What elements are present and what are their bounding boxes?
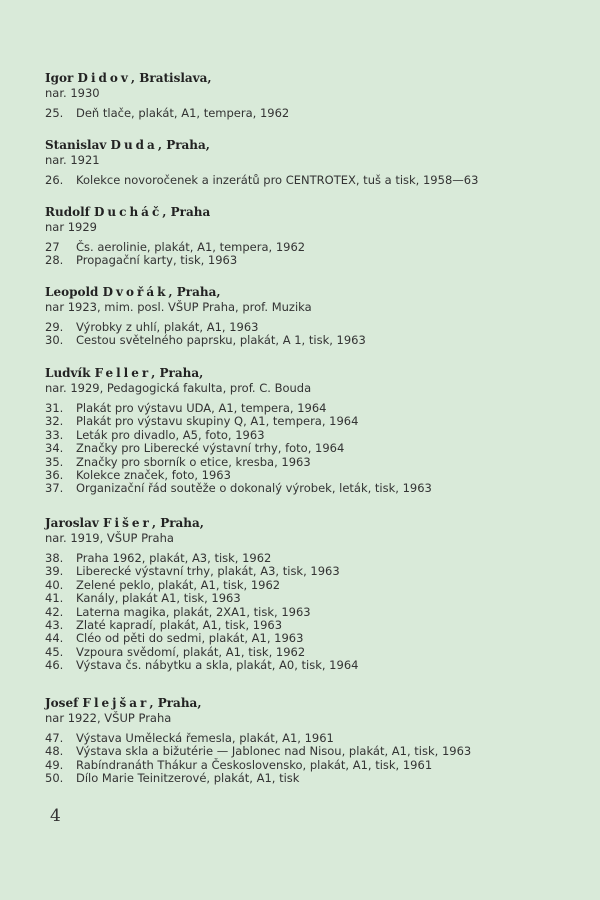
work-item: [45, 632, 565, 645]
work-number: 33.: [45, 427, 64, 442]
work-number: 39.: [45, 564, 64, 579]
work-title: Plakát pro výstavu UDA, A1, tempera, 1964: [76, 401, 327, 415]
artist-surname: Feller: [94, 366, 152, 380]
artist-birth-info: nar. 1930: [45, 86, 100, 100]
work-item: [45, 321, 565, 334]
artist-heading: Jaroslav Fišer, Praha,: [45, 516, 204, 530]
work-item: [45, 759, 565, 772]
artist-entry: [45, 516, 565, 673]
artist-heading: Rudolf Ducháč, Praha: [45, 205, 211, 219]
artist-entry: [45, 138, 565, 187]
artist-city: Praha,: [157, 696, 202, 710]
work-number: 26.: [45, 173, 64, 187]
work-title: Praha 1962, plakát, A3, tisk, 1962: [76, 551, 272, 565]
work-number: 29.: [45, 320, 64, 334]
artist-first-name: Igor: [45, 71, 74, 85]
work-number: 45.: [45, 644, 64, 659]
work-item: [45, 334, 565, 347]
artist-birth-info: nar. 1921: [45, 153, 100, 167]
work-number: 41.: [45, 591, 64, 606]
work-title: Vzpoura svědomí, plakát, A1, tisk, 1962: [76, 644, 306, 659]
work-number: 38.: [45, 551, 64, 565]
works-list: [45, 732, 565, 786]
work-title: Plakát pro výstavu skupiny Q, A1, tempera, 1964: [76, 414, 359, 429]
works-list: [45, 321, 565, 348]
artist-birth-info: nar 1922, VŠUP Praha: [45, 711, 172, 725]
works-list: [45, 402, 565, 496]
artist-first-name: Jaroslav: [45, 516, 99, 530]
work-title: Rabíndranáth Thákur a Československo, plakát, A1, tisk, 1961: [76, 757, 433, 772]
artist-city: Bratislava,: [139, 71, 212, 85]
artist-birth-info: nar 1929: [45, 220, 97, 234]
work-title: Leták pro divadlo, A5, foto, 1963: [76, 427, 265, 442]
work-number: 47.: [45, 731, 64, 745]
work-title: Čs. aerolinie, plakát, A1, tempera, 1962: [76, 240, 306, 254]
work-item: [45, 732, 565, 745]
work-item: [45, 107, 565, 120]
work-item: [45, 772, 565, 785]
work-number: 42.: [45, 604, 64, 619]
work-title: Výrobky z uhlí, plakát, A1, 1963: [76, 320, 259, 334]
work-item: [45, 415, 565, 428]
artist-first-name: Leopold: [45, 285, 99, 299]
work-number: 44.: [45, 631, 64, 646]
work-item: [45, 659, 565, 672]
artist-heading: Ludvík Feller, Praha,: [45, 366, 204, 380]
artist-city: Praha,: [160, 516, 204, 530]
artist-entry: [45, 71, 565, 120]
artist-birth-info: nar. 1929, Pedagogická fakulta, prof. C. Bouda: [45, 381, 312, 395]
work-number: 43.: [45, 617, 64, 632]
work-title: Liberecké výstavní trhy, plakát, A3, tisk, 1963: [76, 564, 340, 579]
artist-surname: Duda: [110, 138, 158, 152]
page-number: 4: [50, 806, 61, 826]
work-title: Dílo Marie Teinitzerové, plakát, A1, tisk: [76, 771, 300, 786]
work-number: 34.: [45, 441, 64, 456]
artist-entry: [45, 285, 565, 348]
artist-heading: Igor Didov, Bratislava,: [45, 71, 212, 85]
artist-first-name: Josef: [45, 696, 79, 710]
artist-first-name: Rudolf: [45, 205, 90, 219]
works-list: [45, 552, 565, 673]
work-item: [45, 552, 565, 565]
artist-city: Praha,: [176, 285, 221, 299]
work-number: 36.: [45, 467, 64, 482]
work-number: 30.: [45, 333, 64, 348]
work-title: Výstava Umělecká řemesla, plakát, A1, 1961: [76, 731, 334, 745]
artist-entry: [45, 205, 565, 268]
work-item: [45, 174, 565, 187]
work-title: Kanály, plakát A1, tisk, 1963: [76, 591, 241, 606]
works-list: [45, 107, 565, 120]
artist-surname: Flejšar: [82, 696, 150, 710]
work-title: Cléo od pěti do sedmi, plakát, A1, 1963: [76, 631, 304, 646]
artist-surname: Didov: [77, 71, 131, 85]
work-number: 28.: [45, 253, 64, 268]
work-number: 40.: [45, 577, 64, 592]
work-title: Laterna magika, plakát, 2XA1, tisk, 1963: [76, 604, 311, 619]
artist-heading: Josef Flejšar, Praha,: [45, 696, 202, 710]
artist-city: Praha,: [159, 366, 204, 380]
works-list: [45, 241, 565, 268]
work-item: [45, 402, 565, 415]
work-title: Značky pro Liberecké výstavní trhy, foto, 1964: [76, 441, 345, 456]
work-number: 27: [45, 240, 60, 254]
artist-surname: Dvořák: [102, 285, 169, 299]
work-item: [45, 469, 565, 482]
work-title: Kolekce značek, foto, 1963: [76, 467, 231, 482]
artist-entry: [45, 696, 565, 786]
work-title: Organizační řád soutěže o dokonalý výrobek, leták, tisk, 1963: [76, 481, 432, 496]
work-item: [45, 565, 565, 578]
work-title: Cestou světelného paprsku, plakát, A 1, tisk, 1963: [76, 333, 366, 348]
artist-entry: [45, 366, 565, 496]
work-number: 48.: [45, 744, 64, 759]
work-number: 50.: [45, 771, 64, 786]
artist-birth-info: nar. 1919, VŠUP Praha: [45, 531, 174, 545]
artist-heading: Stanislav Duda, Praha,: [45, 138, 210, 152]
work-title: Výstava skla a bižutérie — Jablonec nad Nisou, plakát, A1, tisk, 1963: [76, 744, 472, 759]
work-title: Zelené peklo, plakát, A1, tisk, 1962: [76, 577, 281, 592]
work-item: [45, 579, 565, 592]
work-item: [45, 241, 565, 254]
work-item: [45, 254, 565, 267]
work-number: 25.: [45, 106, 64, 120]
artist-first-name: Stanislav: [45, 138, 107, 152]
work-item: [45, 592, 565, 605]
artist-first-name: Ludvík: [45, 366, 91, 380]
artist-city: Praha: [170, 205, 211, 219]
work-number: 49.: [45, 757, 64, 772]
work-title: Výstava čs. nábytku a skla, plakát, A0, tisk, 1964: [76, 658, 359, 673]
work-title: Propagační karty, tisk, 1963: [76, 253, 238, 268]
work-title: Kolekce novoročenek a inzerátů pro CENTROTEX, tuš a tisk, 1958—63: [76, 173, 479, 187]
artist-surname: Ducháč: [94, 205, 163, 219]
artist-surname: Fišer: [103, 516, 152, 530]
work-number: 37.: [45, 481, 64, 496]
work-item: [45, 482, 565, 495]
work-title: Zlaté kapradí, plakát, A1, tisk, 1963: [76, 617, 283, 632]
work-number: 32.: [45, 414, 64, 429]
work-item: [45, 442, 565, 455]
work-item: [45, 606, 565, 619]
work-item: [45, 745, 565, 758]
artist-heading: Leopold Dvořák, Praha,: [45, 285, 221, 299]
work-number: 31.: [45, 401, 64, 415]
works-list: [45, 174, 565, 187]
artist-city: Praha,: [166, 138, 210, 152]
work-item: [45, 429, 565, 442]
work-item: [45, 619, 565, 632]
work-number: 35.: [45, 454, 64, 469]
work-title: Značky pro sborník o etice, kresba, 1963: [76, 454, 311, 469]
work-number: 46.: [45, 658, 64, 673]
work-item: [45, 456, 565, 469]
work-title: Deň tlače, plakát, A1, tempera, 1962: [76, 106, 290, 120]
artist-birth-info: nar 1923, mim. posl. VŠUP Praha, prof. Muzika: [45, 300, 312, 314]
work-item: [45, 646, 565, 659]
